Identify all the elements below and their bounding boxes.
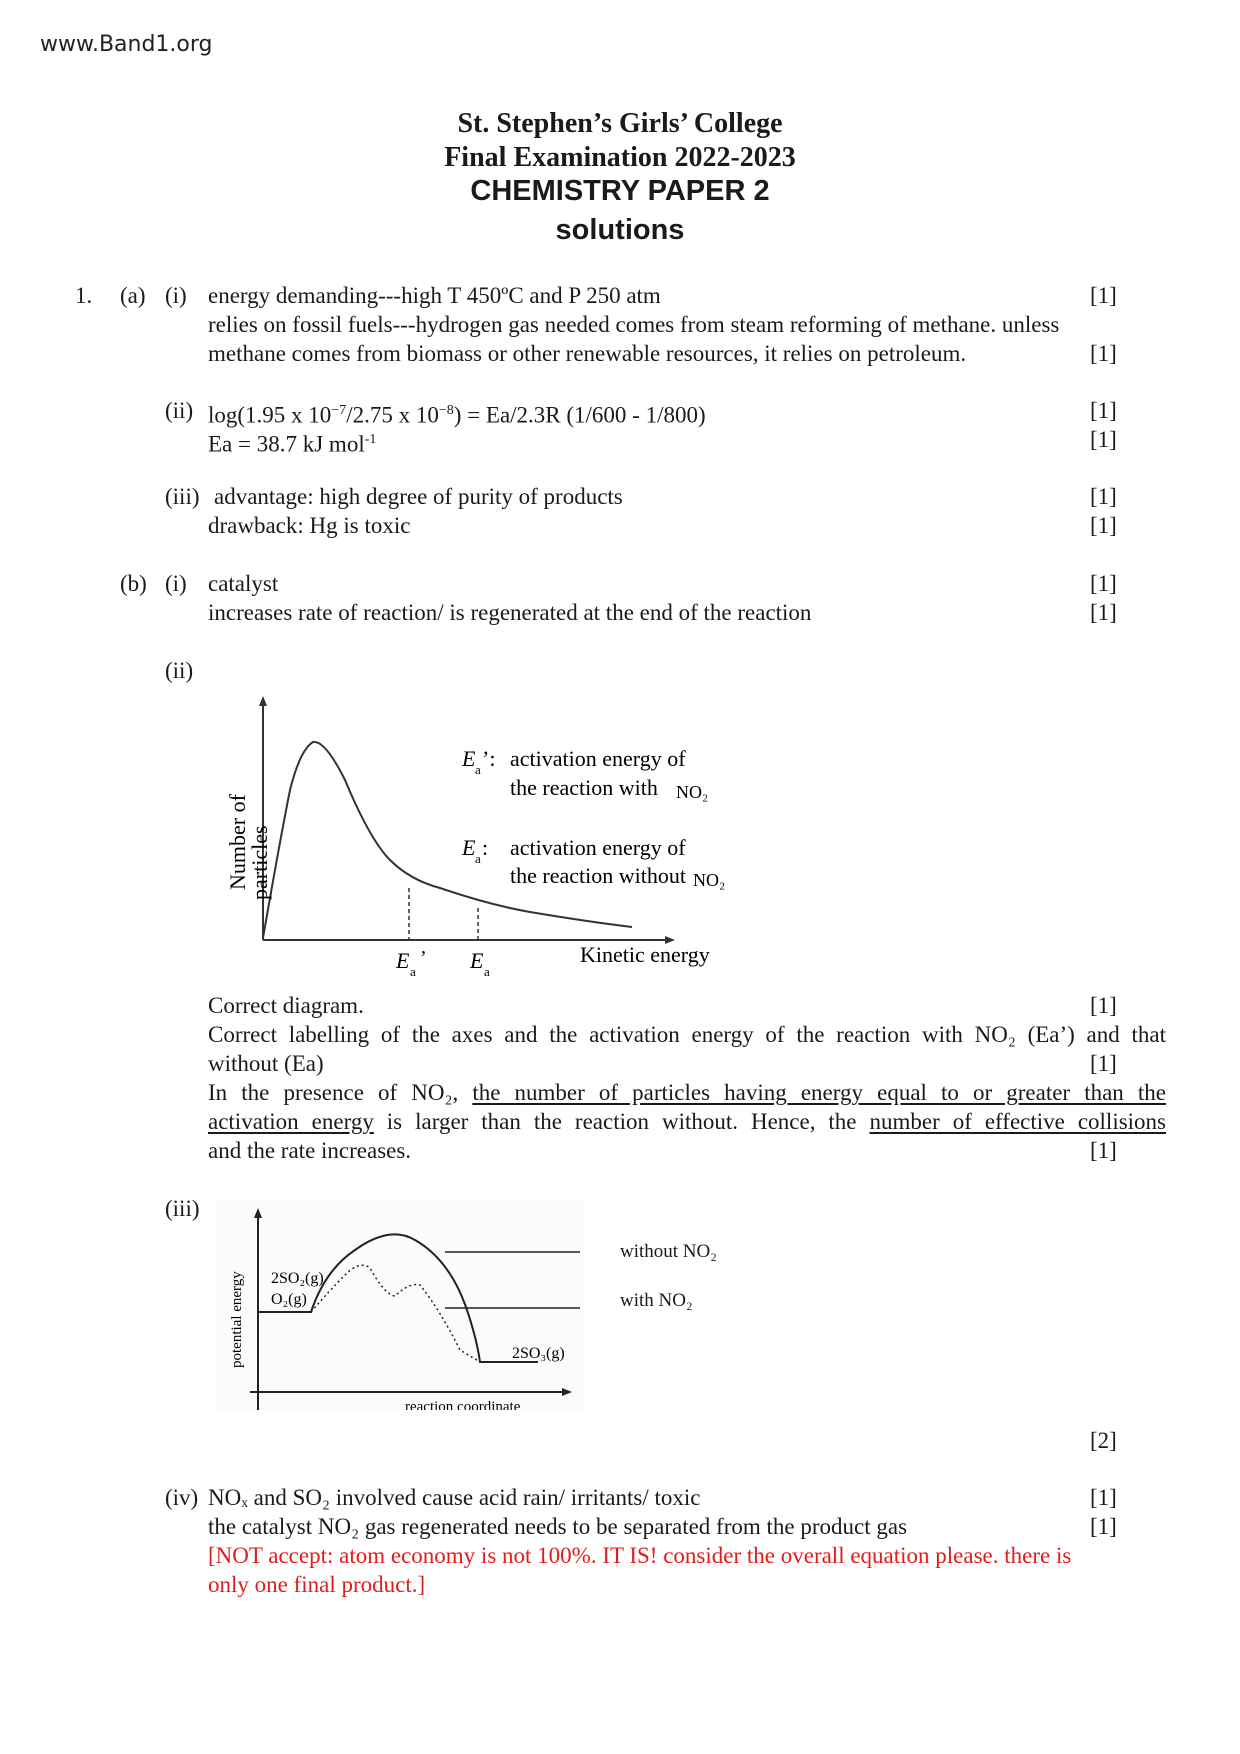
svg-text:NO₂: NO₂ [693,870,726,890]
answer-line: the catalyst NO₂ gas regenerated needs to be separated from the product gas [208,1514,908,1539]
svg-text:E: E [462,835,476,860]
maxwell-boltzmann-diagram [200,690,840,980]
answer-line: increases rate of reaction/ is regenerated at the end of the reaction [208,600,812,625]
subpart-label: (iii) [165,1196,200,1221]
svg-text:’: ’ [420,947,427,969]
reactant-label: O₂(g) [271,1291,307,1308]
answer-line: energy demanding---high T 450ºC and P 250 atm [208,283,661,308]
mark: [1] [1090,341,1117,366]
part-label: (a) [120,283,146,308]
svg-text:the reaction with: the reaction with [510,775,658,800]
paper-title: CHEMISTRY PAPER 2 [470,175,770,207]
subpart-label: (i) [165,283,187,308]
answer-line: and the rate increases. [208,1138,412,1163]
svg-text:a: a [484,964,490,979]
mark: [1] [1090,993,1117,1018]
svg-text:’:: ’: [482,746,496,771]
answer-line: relies on fossil fuels---hydrogen gas needed comes from steam reforming of methane. unless [208,312,1060,337]
exam-name: Final Examination 2022-2023 [444,142,796,173]
mark: [1] [1090,571,1117,596]
answer-line: catalyst [208,571,279,596]
legend-without: activation energy of [510,835,686,860]
x-axis-label: reaction coordinate [405,1399,521,1410]
mark: [1] [1090,1138,1117,1163]
svg-text:a: a [475,851,481,866]
svg-text:E: E [462,746,476,771]
mark: [1] [1090,1485,1117,1510]
subpart-label: (iv) [165,1485,199,1510]
marker-note: only one final product.] [208,1572,426,1597]
answer-line: NOₓ and SO₂ involved cause acid rain/ irritants/ toxic [208,1485,701,1510]
svg-text::: : [482,835,489,860]
answer-ea: Ea = 38.7 kJ mol$^{-1}$ [208,431,377,457]
svg-text:a: a [475,762,481,777]
answer-line: without (Ea) [208,1051,324,1076]
marker-note: [NOT accept: atom economy is not 100%. IT IS! consider the overall equation please. there is [208,1543,1072,1568]
answer-line: drawback: Hg is toxic [208,513,411,538]
mark: [1] [1090,484,1117,509]
answer-line: methane comes from biomass or other renewable resources, it relies on petroleum. [208,341,967,366]
ea-label: E [470,948,484,973]
svg-text:a: a [410,964,416,979]
mark: [1] [1090,1514,1117,1539]
answer-line: Correct labelling of the axes and the activation energy of the reaction with NO₂ (Ea’) and that [208,1022,1166,1047]
ea-prime-label: E [396,948,410,973]
answer-line: activation energy is larger than the reaction without. Hence, the number of effective collisions [208,1109,1166,1134]
equation: log(1.95 x $10^{-7}/2.75$ x $10^{-8}) = Ea/2.3R$ (1/600 - 1/800) [208,402,706,428]
school-name: St. Stephen’s Girls’ College [457,108,783,139]
answer-line: advantage: high degree of purity of products [214,484,623,509]
part-label: (b) [120,571,147,596]
answer-line: Correct diagram. [208,993,364,1018]
legend-with: with NO₂ [620,1290,693,1311]
svg-text:the reaction without: the reaction without [510,863,686,888]
product-label: 2SO₃(g) [512,1345,565,1362]
y-axis-label: Number of [225,794,250,890]
x-axis-label: Kinetic energy [580,942,710,967]
mark: [2] [1090,1428,1117,1453]
subpart-label: (iii) [165,484,200,509]
mark: [1] [1090,427,1117,452]
svg-text:NO₂: NO₂ [676,782,709,802]
reactant-label: 2SO₂(g) [271,1270,324,1287]
site-url: www.Band1.org [40,32,213,57]
mark: [1] [1090,398,1117,423]
y-axis-label: potential energy [229,1271,245,1368]
subtitle: solutions [555,214,685,246]
legend-without: without NO₂ [620,1241,717,1262]
energy-profile-diagram [215,1200,585,1410]
mark: [1] [1090,600,1117,625]
question-number: 1. [75,283,93,308]
subpart-label: (ii) [165,658,194,683]
mark: [1] [1090,1051,1117,1076]
answer-line: In the presence of NO₂, the number of particles having energy equal to or greater than the [208,1080,1166,1105]
y-axis-label: particles [247,825,272,900]
subpart-label: (ii) [165,398,194,423]
mark: [1] [1090,513,1117,538]
legend-with: activation energy of [510,746,686,771]
mark: [1] [1090,283,1117,308]
subpart-label: (i) [165,571,187,596]
